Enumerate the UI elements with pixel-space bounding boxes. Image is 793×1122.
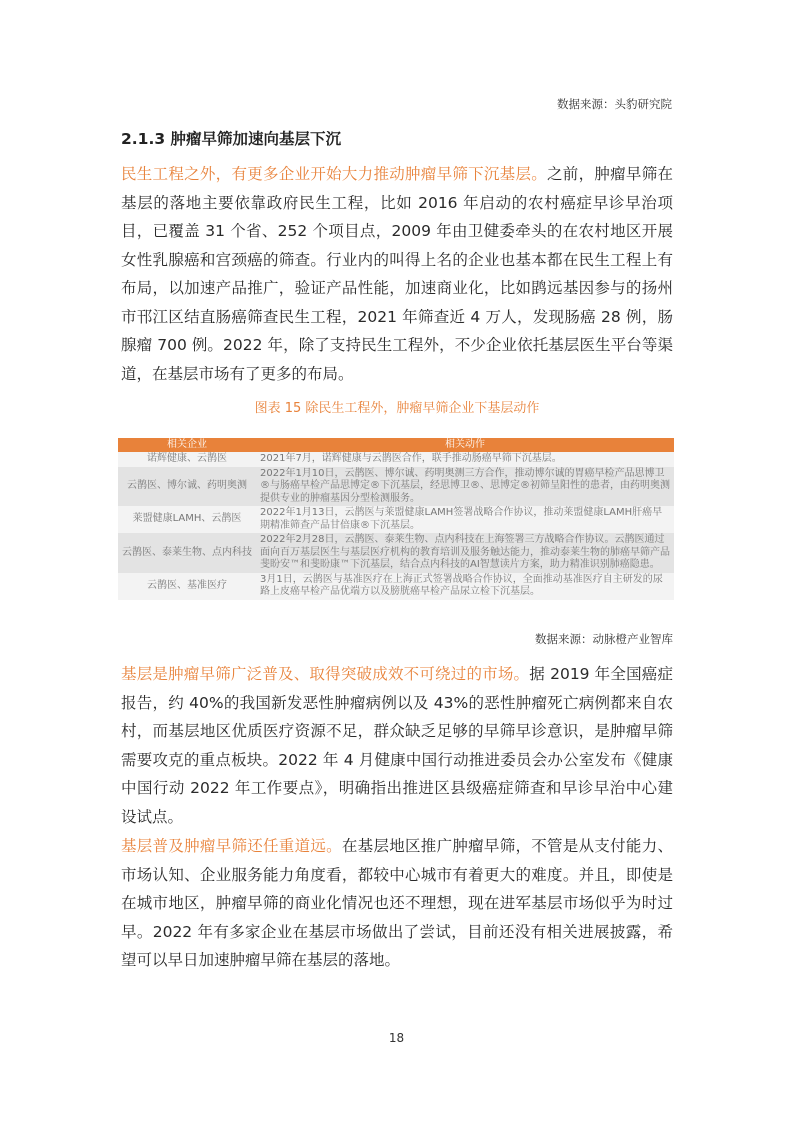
header-data-source: 数据来源：头豹研究院 [557, 97, 672, 111]
paragraph-body: 之前，肿瘤早筛在基层的落地主要依靠政府民生工程，比如 2016 年启动的农村癌症早诊早治项目，已覆盖 31 个省、252 个项目点，2009 年由卫健委牵头的在农村地区开展女性乳腺癌和宫颈癌的筛查。行业内的叫得上名的企业也基本都在民生工程上有布局，以加速产品推广，验证产品性能，加速商业化，比如鹍远基因参与的扬州市邗江区结直肠癌筛查民生工程，2021 年筛查近 4 万人，发现肠癌 28 例，肠腺瘤 700 例。2022 年，除了支持民生工程外，不少企业依托基层医生平台等渠道，在基层市场有了更多的布局。 [121, 165, 673, 383]
table-cell-company: 云鹊医、泰莱生物、点内科技 [118, 533, 256, 573]
table-cell-action: 2022年1月13日，云鹊医与莱盟健康LAMH签署战略合作协议，推动莱盟健康LAMH肝癌早期精准筛查产品甘倍康®下沉基层。 [256, 506, 674, 533]
paragraph-lead: 基层是肿瘤早筛广泛普及、取得突破成效不可绕过的市场。 [121, 665, 530, 683]
section-heading: 2.1.3 肿瘤早筛加速向基层下沉 [121, 130, 342, 148]
table-row [118, 573, 674, 600]
table-cell-company: 云鹊医、博尔诚、药明奥测 [118, 467, 256, 507]
table-cell-action: 2022年1月10日，云鹊医、博尔诚、药明奥测三方合作，推动博尔诚的胃癌早检产品思博卫®与肠癌早检产品思博定®下沉基层，经思博卫®、思博定®初筛呈阳性的患者，由药明奥测提供专业的肿瘤基因分型检测服务。 [256, 467, 674, 507]
table-cell-company: 诺辉健康、云鹊医 [118, 452, 256, 467]
figure-title: 图表 15 除民生工程外，肿瘤早筛企业下基层动作 [254, 401, 540, 416]
table-row [118, 506, 674, 533]
table-cell-action: 2021年7月，诺辉健康与云鹊医合作，联手推动肠癌早筛下沉基层。 [256, 452, 674, 467]
paragraph-body: 据 2019 年全国癌症报告，约 40%的我国新发恶性肿瘤病例以及 43%的恶性肿瘤死亡病例都来自农村，而基层地区优质医疗资源不足，群众缺乏足够的早筛早诊意识，是肿瘤早筛需要攻克的重点板块。2022 年 4 月健康中国行动推进委员会办公室发布《健康中国行动 2022 年工作要点》，明确指出推进区县级癌症筛查和早诊早治中心建设试点。 [121, 665, 673, 826]
page-number: 18 [388, 1031, 405, 1045]
paragraph-lead: 民生工程之外，有更多企业开始大力推动肿瘤早筛下沉基层。 [121, 165, 548, 183]
paragraph-1 [121, 160, 673, 388]
column-header-action: 相关动作 [256, 438, 674, 452]
paragraph-body: 在基层地区推广肿瘤早筛，不管是从支付能力、市场认知、企业服务能力角度看，都较中心城市有着更大的难度。并且，即使是在城市地区，肿瘤早筛的商业化情况也还不理想，现在进军基层市场似乎为时过早。2022 年有多家企业在基层市场做出了尝试，目前还没有相关进展披露，希望可以早日加速肿瘤早筛在基层的落地。 [121, 837, 673, 969]
table-cell-company: 莱盟健康LAMH、云鹊医 [118, 506, 256, 533]
figure-table [118, 438, 674, 600]
paragraph-3 [121, 832, 673, 975]
table-row [118, 533, 674, 573]
column-header-company: 相关企业 [118, 438, 256, 452]
table-cell-action: 3月1日，云鹊医与基准医疗在上海正式签署战略合作协议，全面推动基准医疗自主研发的尿路上皮癌早检产品优端方以及膀胱癌早检产品尿立检下沉基层。 [256, 573, 674, 600]
table-row [118, 467, 674, 507]
table-cell-company: 云鹊医、基准医疗 [118, 573, 256, 600]
figure-data-source: 数据来源：动脉橙产业智库 [535, 632, 673, 646]
table-cell-action: 2022年2月28日，云鹊医、泰莱生物、点内科技在上海签署三方战略合作协议。云鹊医通过面向百万基层医生与基层医疗机构的教育培训及服务触达能力，推动泰莱生物的肺癌早筛产品斐盼安™和斐盼康™下沉基层，结合点内科技的AI智慧读片方案，助力精准识别肺癌隐患。 [256, 533, 674, 573]
paragraph-2 [121, 660, 673, 831]
paragraph-lead: 基层普及肿瘤早筛还任重道远。 [121, 837, 342, 855]
table-row [118, 452, 674, 467]
